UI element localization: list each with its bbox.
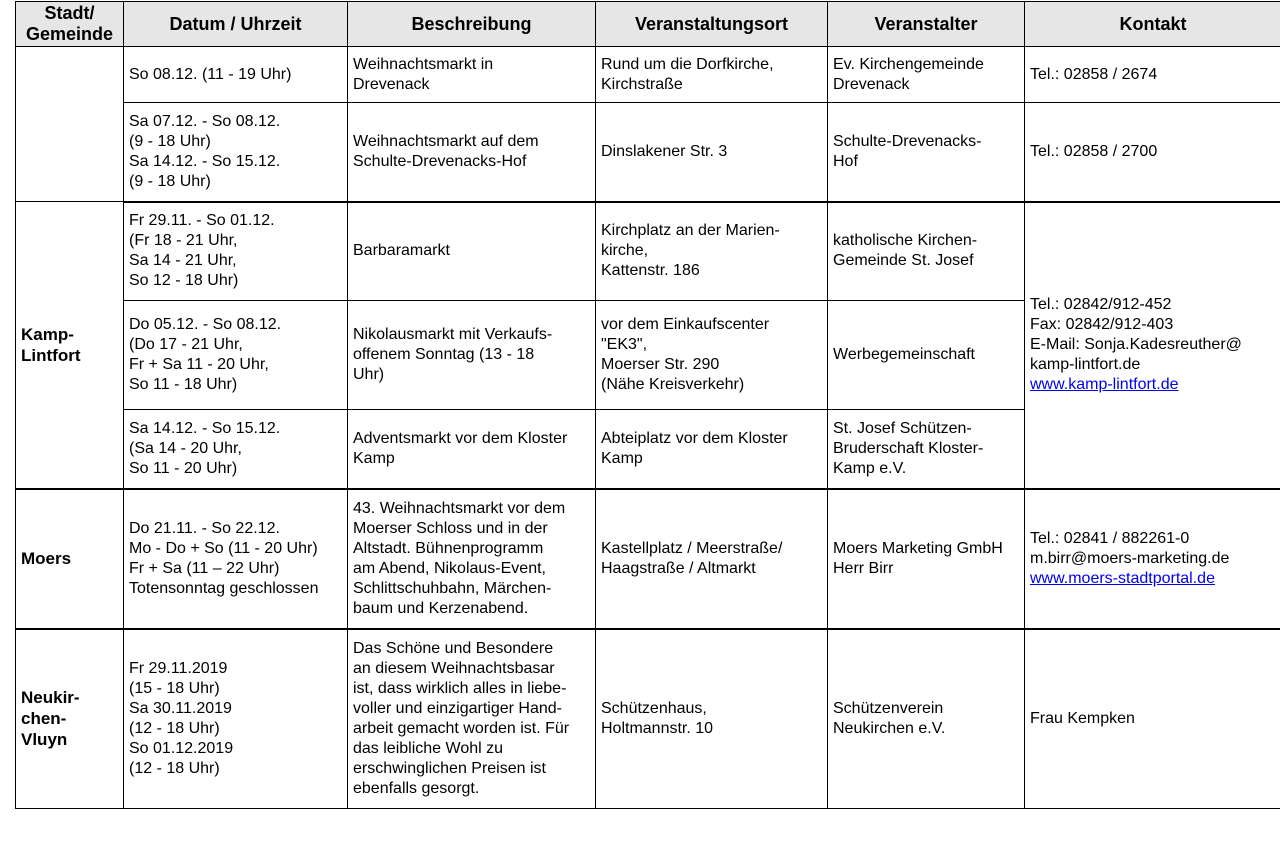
header-venue: Veranstaltungsort [596,2,828,47]
contact-text: Tel.: 02841 / 882261-0 m.birr@moers-marketing.de [1030,529,1230,567]
description-cell: Weihnachtsmarkt in Drevenack [348,47,596,103]
contact-text: Tel.: 02842/912-452 Fax: 02842/912-403 E-Mail: Sonja.Kadesreuther@ kamp-lintfort.de [1030,296,1242,373]
table-row [16,202,1280,301]
description-cell: Weihnachtsmarkt auf dem Schulte-Drevenacks-Hof [348,103,596,202]
organizer-cell: Werbegemeinschaft [828,301,1025,410]
organizer-cell: St. Josef Schützen- Bruderschaft Kloster- Kamp e.V. [828,410,1025,489]
events-table [15,1,1280,809]
table-row [16,629,1280,809]
city-cell [16,47,124,202]
description-cell: Adventsmarkt vor dem Kloster Kamp [348,410,596,489]
organizer-cell: Schützenverein Neukirchen e.V. [828,629,1025,809]
datetime-cell: Do 05.12. - So 08.12. (Do 17 - 21 Uhr, Fr + Sa 11 - 20 Uhr, So 11 - 18 Uhr) [124,301,348,410]
city-cell: Moers [16,489,124,629]
contact-cell: Tel.: 02858 / 2700 [1025,103,1280,202]
organizer-cell: katholische Kirchen- Gemeinde St. Josef [828,202,1025,301]
organizer-cell: Ev. Kirchengemeinde Drevenack [828,47,1025,103]
website-link[interactable]: www.kamp-lintfort.de [1030,376,1179,393]
description-cell: Nikolausmarkt mit Verkaufs- offenem Sonntag (13 - 18 Uhr) [348,301,596,410]
venue-cell: vor dem Einkaufscenter "EK3", Moerser Str. 290 (Nähe Kreisverkehr) [596,301,828,410]
contact-cell [1025,202,1280,489]
table-row [16,489,1280,629]
venue-cell: Abteiplatz vor dem Kloster Kamp [596,410,828,489]
header-city: Stadt/ Gemeinde [16,2,124,47]
description-cell: Barbaramarkt [348,202,596,301]
organizer-cell: Moers Marketing GmbH Herr Birr [828,489,1025,629]
datetime-cell: Sa 14.12. - So 15.12. (Sa 14 - 20 Uhr, So 11 - 20 Uhr) [124,410,348,489]
header-datetime: Datum / Uhrzeit [124,2,348,47]
header-organizer: Veranstalter [828,2,1025,47]
table-row [16,47,1280,103]
description-cell: Das Schöne und Besondere an diesem Weihnachtsbasar ist, dass wirklich alles in liebe- voller und einzigartiger Hand- arbeit gemacht worden ist. Für das leibliche Wohl zu erschwinglichen Preisen ist ebenfalls gesorgt. [348,629,596,809]
header-row [16,2,1280,47]
venue-cell: Schützenhaus, Holtmannstr. 10 [596,629,828,809]
contact-cell [1025,489,1280,629]
table-row [16,103,1280,202]
datetime-cell: Sa 07.12. - So 08.12. (9 - 18 Uhr) Sa 14.12. - So 15.12. (9 - 18 Uhr) [124,103,348,202]
description-cell: 43. Weihnachtsmarkt vor dem Moerser Schloss und in der Altstadt. Bühnenprogramm am Abend, Nikolaus-Event, Schlittschuhbahn, Märchen- baum und Kerzenabend. [348,489,596,629]
header-contact: Kontakt [1025,2,1280,47]
datetime-cell: Fr 29.11. - So 01.12. (Fr 18 - 21 Uhr, Sa 14 - 21 Uhr, So 12 - 18 Uhr) [124,202,348,301]
datetime-cell: Fr 29.11.2019 (15 - 18 Uhr) Sa 30.11.2019 (12 - 18 Uhr) So 01.12.2019 (12 - 18 Uhr) [124,629,348,809]
venue-cell: Kirchplatz an der Marien- kirche, Kattenstr. 186 [596,202,828,301]
venue-cell: Kastellplatz / Meerstraße/ Haagstraße / Altmarkt [596,489,828,629]
venue-cell: Rund um die Dorfkirche, Kirchstraße [596,47,828,103]
venue-cell: Dinslakener Str. 3 [596,103,828,202]
datetime-cell: So 08.12. (11 - 19 Uhr) [124,47,348,103]
contact-cell: Tel.: 02858 / 2674 [1025,47,1280,103]
contact-cell: Frau Kempken [1025,629,1280,809]
city-cell: Kamp- Lintfort [16,202,124,489]
header-description: Beschreibung [348,2,596,47]
organizer-cell: Schulte-Drevenacks- Hof [828,103,1025,202]
datetime-cell: Do 21.11. - So 22.12. Mo - Do + So (11 - 20 Uhr) Fr + Sa (11 – 22 Uhr) Totensonntag geschlossen [124,489,348,629]
city-cell: Neukir- chen- Vluyn [16,629,124,809]
website-link[interactable]: www.moers-stadtportal.de [1030,569,1215,587]
